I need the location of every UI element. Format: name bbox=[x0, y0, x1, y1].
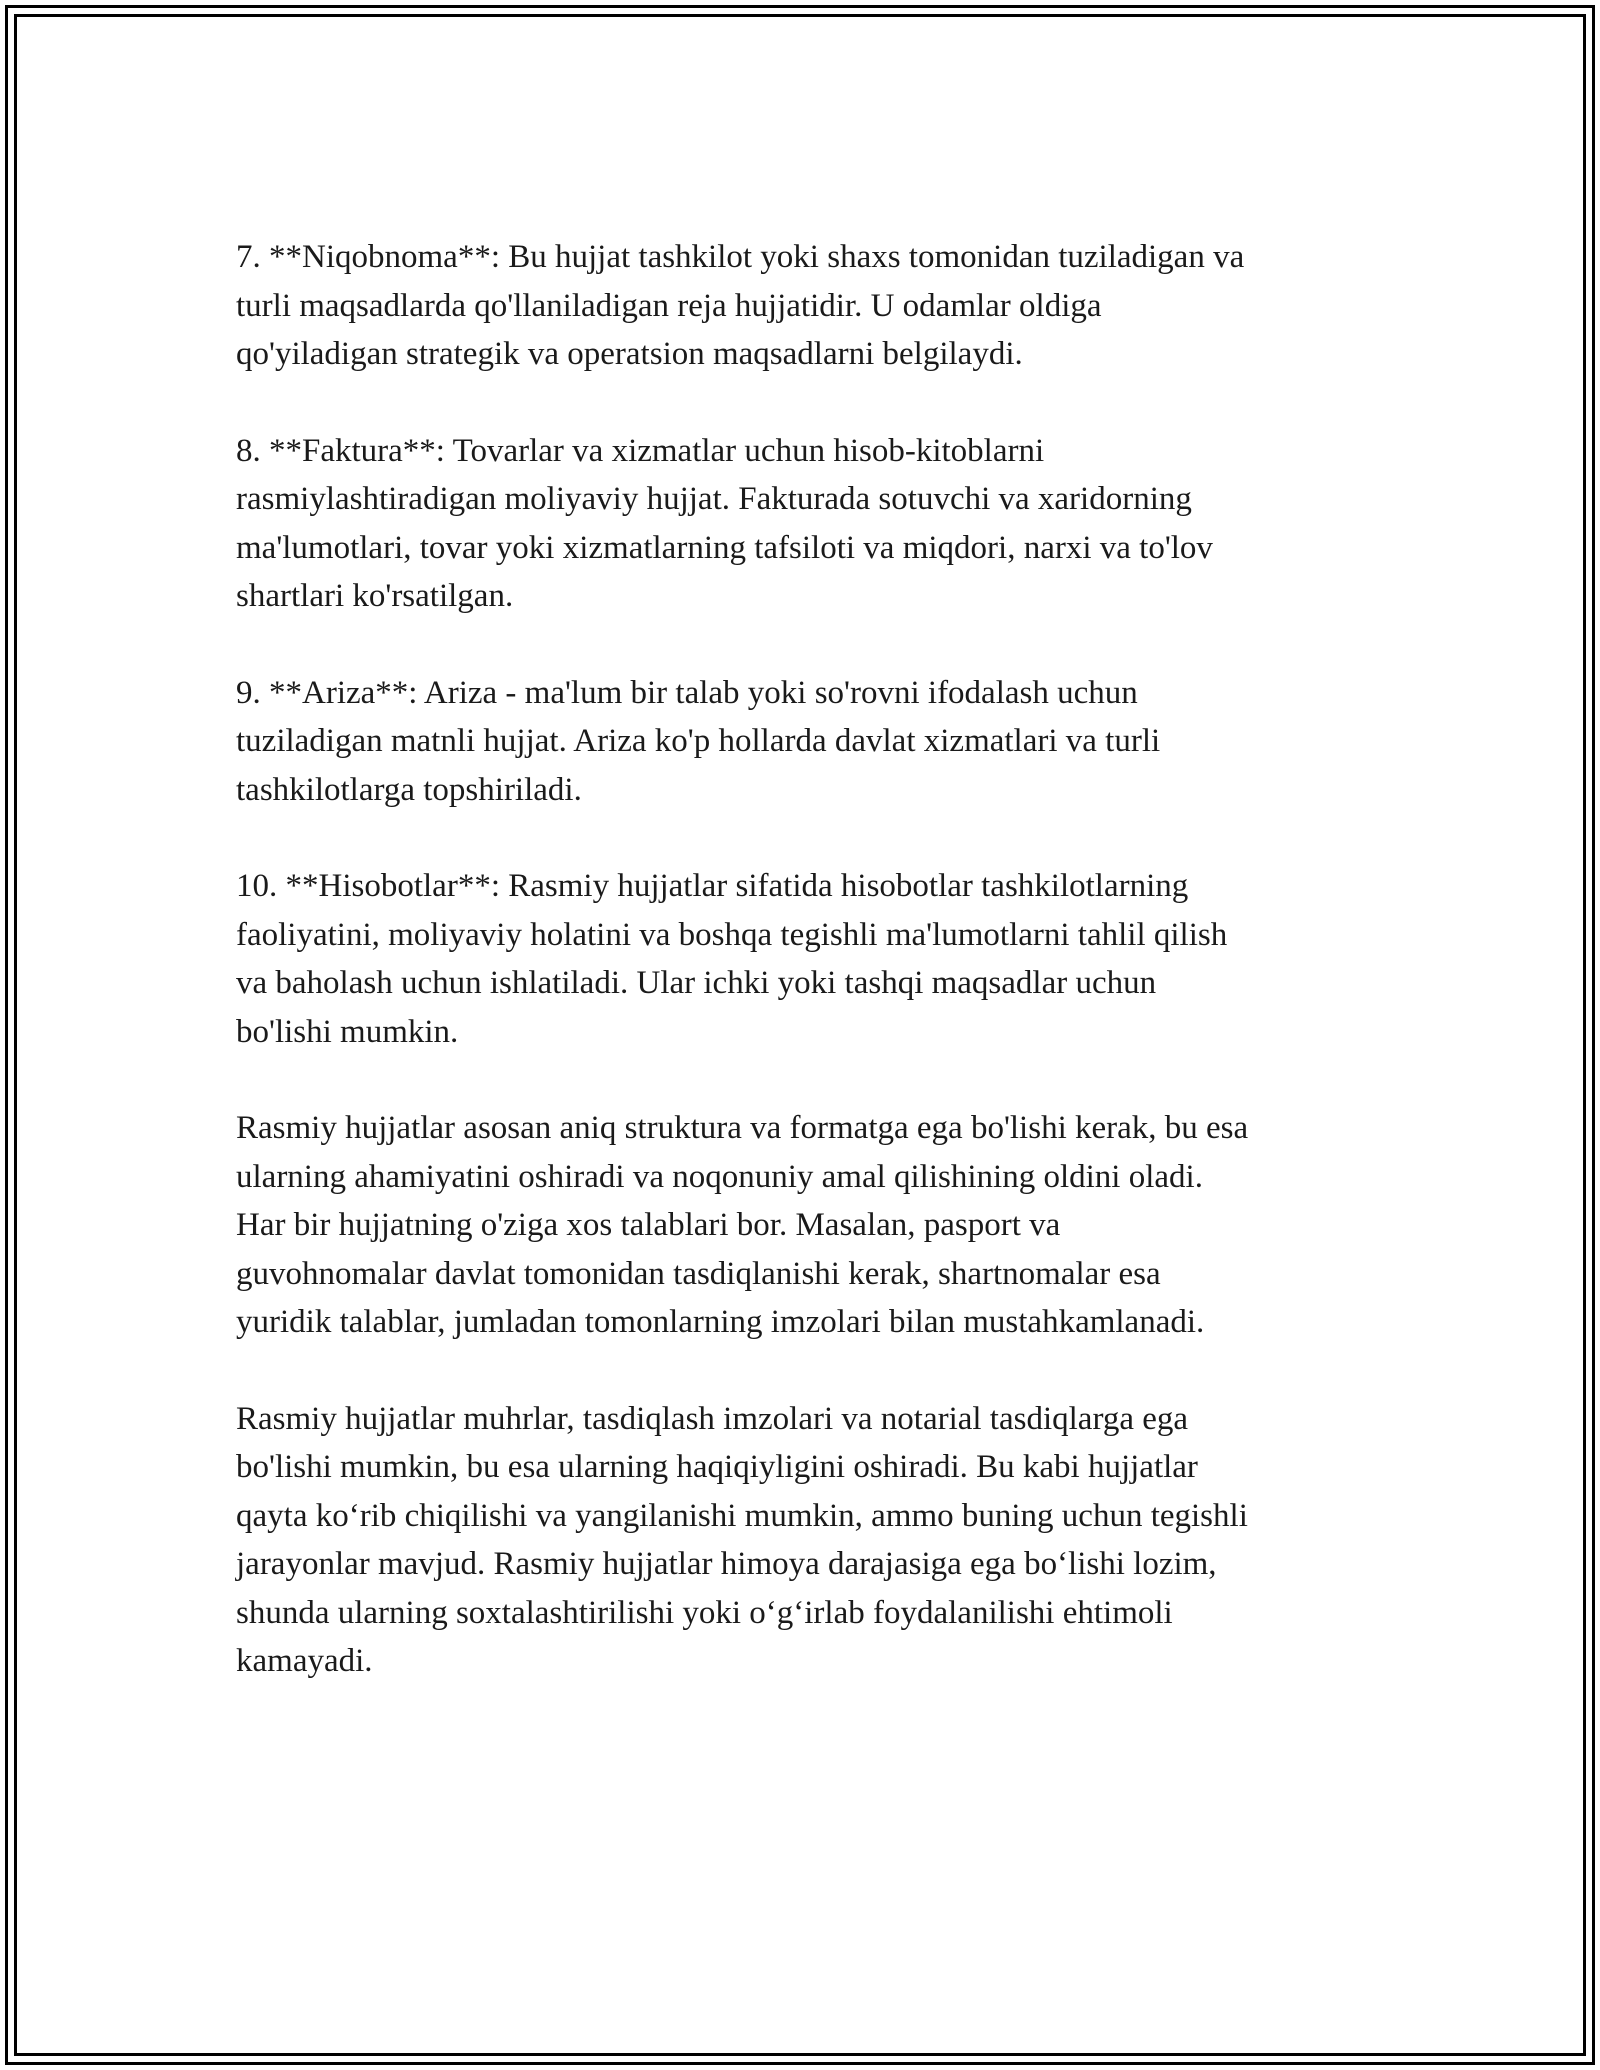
text-line: Har bir hujjatning o'ziga xos talablari bor. Masalan, pasport va bbox=[236, 1207, 1061, 1243]
text-line: bo'lishi mumkin. bbox=[236, 1013, 459, 1050]
text-line: 10. **Hisobotlar**: Rasmiy hujjatlar sifatida hisobotlar tashkilotlarning bbox=[236, 868, 1189, 904]
paragraph-faktura bbox=[236, 427, 1368, 621]
text-line: kamayadi. bbox=[236, 1643, 373, 1679]
text-line: 9. **Ariza**: Ariza - ma'lum bir talab yoki so'rovni ifodalash uchun bbox=[236, 674, 1138, 711]
text-line: faoliyatini, moliyaviy holatini va boshqa tegishli ma'lumotlarni tahlil qilish bbox=[236, 916, 1228, 953]
text-line: shartlari ko'rsatilgan. bbox=[236, 578, 514, 614]
text-line: 7. **Niqobnoma**: Bu hujjat tashkilot yoki shaxs tomonidan tuziladigan va bbox=[236, 239, 1245, 275]
text-line: Rasmiy hujjatlar asosan aniq struktura va formatga ega bo'lishi kerak, bu esa bbox=[236, 1110, 1249, 1146]
text-line: ma'lumotlari, tovar yoki xizmatlarning tafsiloti va miqdori, narxi va to'lov bbox=[236, 529, 1213, 566]
text-line: rasmiylashtiradigan moliyaviy hujjat. Fakturada sotuvchi va xaridorning bbox=[236, 481, 1192, 517]
text-line: yuridik talablar, jumladan tomonlarning imzolari bilan mustahkamlanadi. bbox=[236, 1304, 1205, 1340]
paragraph-ariza bbox=[236, 669, 1368, 815]
text-line: ularning ahamiyatini oshiradi va noqonuniy amal qilishining oldini oladi. bbox=[236, 1158, 1203, 1195]
text-line: qo'yiladigan strategik va operatsion maqsadlarni belgilaydi. bbox=[236, 336, 1023, 372]
text-line: turli maqsadlarda qo'llaniladigan reja hujjatidir. U odamlar oldiga bbox=[236, 287, 1102, 324]
text-line: 8. **Faktura**: Tovarlar va xizmatlar uchun hisob-kitoblarni bbox=[236, 432, 1045, 469]
text-line: guvohnomalar davlat tomonidan tasdiqlanishi kerak, shartnomalar esa bbox=[236, 1255, 1161, 1292]
paragraph-niqobnoma bbox=[236, 233, 1368, 379]
text-line: tuziladigan matnli hujjat. Ariza ko'p hollarda davlat xizmatlari va turli bbox=[236, 723, 1161, 759]
document-body bbox=[236, 233, 1368, 1734]
text-line: va baholash uchun ishlatiladi. Ular ichki yoki tashqi maqsadlar uchun bbox=[236, 965, 1157, 1001]
text-line: bo'lishi mumkin, bu esa ularning haqiqiyligini oshiradi. Bu kabi hujjatlar bbox=[236, 1449, 1198, 1485]
paragraph-hisobotlar bbox=[236, 862, 1368, 1056]
text-line: qayta ko‘rib chiqilishi va yangilanishi mumkin, ammo buning uchun tegishli bbox=[236, 1497, 1248, 1534]
text-line: shunda ularning soxtalashtirilishi yoki o‘g‘irlab foydalanilishi ehtimoli bbox=[236, 1594, 1173, 1631]
text-line: jarayonlar mavjud. Rasmiy hujjatlar himoya darajasiga ega bo‘lishi lozim, bbox=[236, 1546, 1217, 1582]
text-line: Rasmiy hujjatlar muhrlar, tasdiqlash imzolari va notarial tasdiqlarga ega bbox=[236, 1400, 1189, 1437]
paragraph-seals bbox=[236, 1395, 1368, 1686]
text-line: tashkilotlarga topshiriladi. bbox=[236, 771, 582, 808]
paragraph-structure bbox=[236, 1104, 1368, 1347]
